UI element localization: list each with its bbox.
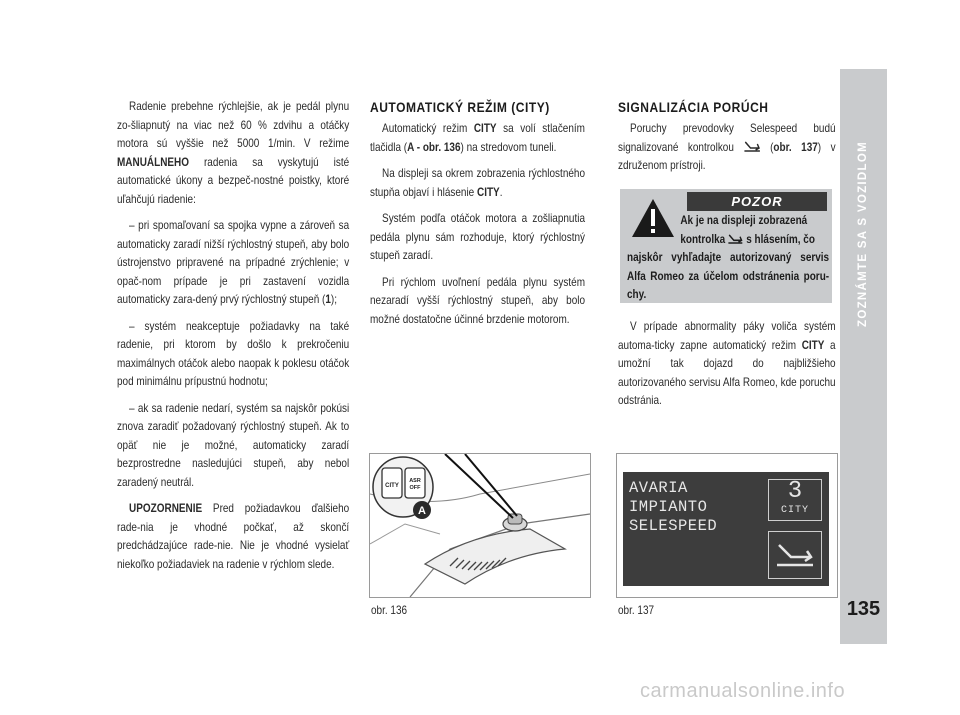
paragraph: V prípade abnormality páky voliča systém automa-ticky zapne automatický režim CITY a umožní tak dojazd do najbližšieho autorizovaného servisu Alfa Romeo, kde poruchu odstránia. <box>618 320 836 407</box>
paragraph: – pri spomaľovaní sa spojka vypne a zároveň sa automaticky zaradí nižší rýchlostný stupeň, aby bolo ústrojenstvo pripravené na prípadné zrýchlenie; v opač-nom prípade je pri zastavení vozidla automaticky zara-dený prvý rýchlostný stupeň (1); <box>117 219 350 306</box>
paragraph: Automatický režim CITY sa volí stlačením tlačidla (A - obr. 136) na stredovom tuneli. <box>370 122 585 154</box>
gearbox-fault-icon <box>728 233 743 244</box>
gearbox-fault-icon <box>769 532 821 578</box>
warning-text: Ak je na displeji zobrazená kontrolka s hlásením, čo najskôr vyhľadajte autorizovaný servis Alfa Romeo za účelom odstránenia poru-chy. <box>627 214 830 301</box>
svg-text:ASR: ASR <box>409 478 421 484</box>
text-column-1 <box>117 98 349 582</box>
gear-indicator: 3 CITY <box>768 479 822 521</box>
watermark: carmanualsonline.info <box>640 680 846 702</box>
display-message: AVARIA IMPIANTO SELESPEED <box>629 479 718 535</box>
paragraph: Pri rýchlom uvoľnení pedála plynu systém nezaradí vyšší rýchlostný stupeň, aby bolo možné dostatočne účinné brzdenie motorom. <box>370 275 585 326</box>
figure-caption: obr. 137 <box>618 604 655 617</box>
warning-box <box>620 189 832 303</box>
center-console-illustration <box>370 454 590 597</box>
figure-136 <box>369 453 591 598</box>
paragraph: Na displeji sa okrem zobrazenia rýchlostného stupňa objaví i hlásenie CITY. <box>370 167 585 199</box>
paragraph: Radenie prebehne rýchlejšie, ak je pedál plynu zo-šliapnutý na viac než 60 % zdvihu a otáčky motora sú vyššie než 5000 1/min. V režime MANUÁLNEHO radenia sa vyskytujú isté automatické úkony a bezpeč-nostné poistky, ktoré uľahčujú riadenie: <box>117 100 350 206</box>
figure-caption: obr. 136 <box>371 604 408 617</box>
fault-indicator <box>768 531 822 579</box>
paragraph: Poruchy prevodovky Selespeed budú signalizované kontrolkou (obr. 137) v združenom prístroji. <box>618 122 836 172</box>
section-heading-city: AUTOMATICKÝ REŽIM (CITY) <box>370 99 550 115</box>
gearbox-fault-icon <box>743 140 760 152</box>
svg-text:CITY: CITY <box>385 483 399 489</box>
paragraph: Systém podľa otáčok motora a zošliapnutia pedála plynu sám rozhoduje, ktorý rýchlostný stupeň zaradí. <box>370 212 585 262</box>
svg-text:A: A <box>418 505 426 517</box>
section-heading-faults: SIGNALIZÁCIA PORÚCH <box>618 99 769 115</box>
text-column-3-bottom <box>618 318 836 419</box>
chapter-side-tab <box>840 69 887 644</box>
chapter-title: ZOZNÁMTE SA S VOZIDLOM <box>857 141 869 327</box>
warning-badge: POZOR <box>687 192 827 211</box>
figure-137 <box>616 453 838 598</box>
paragraph: – systém neakceptuje požiadavky na také radenie, pri ktorom by došlo k prekročeniu maximálnych otáčok alebo naopak k poklesu otáčok pod minimálnu prípustnú hodnotu; <box>117 319 350 388</box>
text-column-3 <box>618 98 836 184</box>
instrument-display <box>623 472 829 586</box>
svg-text:OFF: OFF <box>409 485 421 491</box>
paragraph: UPOZORNENIE Pred požiadavkou ďalšieho rade-nia je vhodné počkať, až skončí predchádzajúce rade-nie. Nie je vhodné vysielať niekoľko požiadaviek na radenie v rýchlom slede. <box>117 502 350 571</box>
paragraph: – ak sa radenie nedarí, systém sa najskôr pokúsi znova zaradiť požadovaný rýchlostný stupeň. Ak to opäť nie je možné, automaticky zaradí bezprostredne nasledujúci stupeň, aby nebol zaradený neutrál. <box>117 401 350 489</box>
page-number: 135 <box>846 598 881 620</box>
text-column-2 <box>370 98 585 337</box>
